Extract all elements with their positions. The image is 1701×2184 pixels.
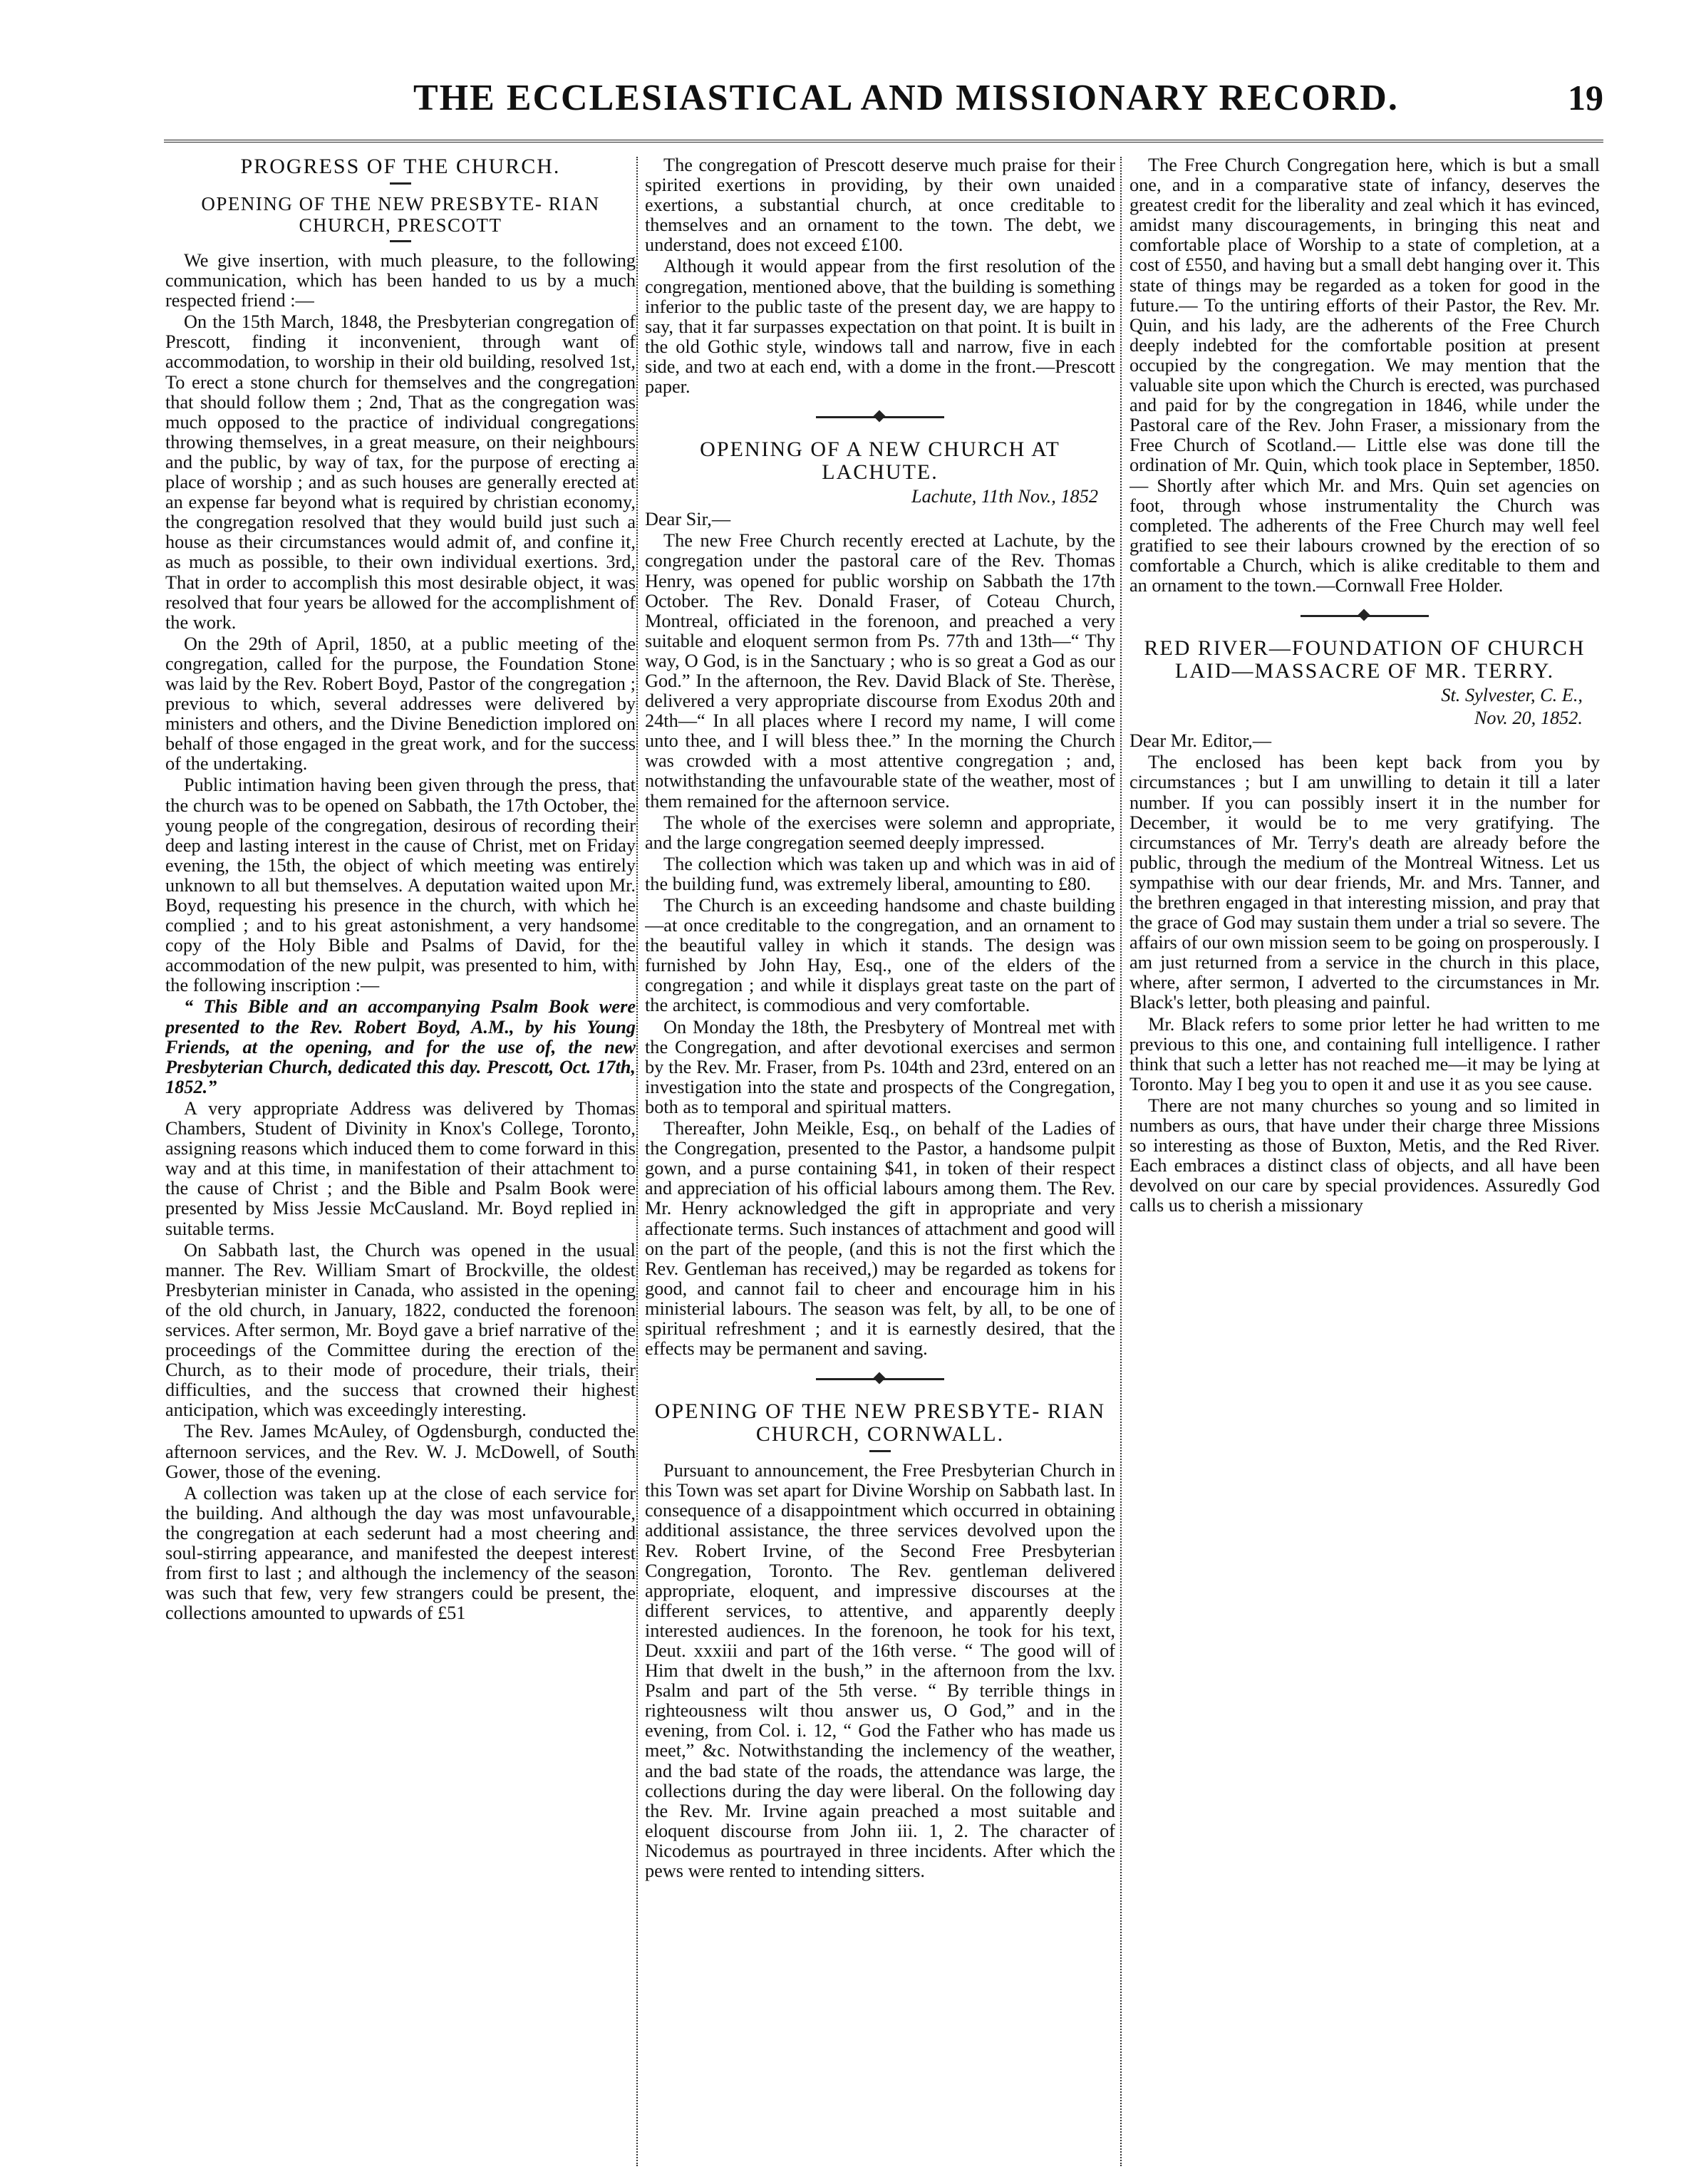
cornwall-paragraph: The Free Church Congregation here, which is but a small one, and in a comparative state of infancy, deserves the greatest credit for the liberality and zeal which it has evinced, amidst many discouragements, in bringing this neat and comfortable place of Worship to a state of completion, at a cost of £550, and having but a small debt hanging over it. This state of things may be regarded as a token for good in the future.— To the untiring efforts of their Pastor, the Rev. Mr. Quin, and his lady, are the adherents of the Free Church deeply indebted for the comfortable position at present occupied by the congregation. We may mention that the valuable site upon which the Church is erected, was purchased and paid for by the congregation in 1846, while under the Pastoral care of the Rev. John Fraser, a missionary from the Free Church of Scotland.— Little else was done till the ordination of Mr. Quin, which took place in September, 1850.— Shortly after which Mr. and Mrs. Quin set agencies on foot, through whose instrumentality the Church was completed. The adherents of the Free Church may well feel gratified to see their labours crowned by the erection of so comfortable a Church, which is alike creditable to them and an ornament to the town.—Cornwall Free Holder. — [1129, 155, 1600, 596]
column-2 — [645, 155, 1115, 2151]
column-1 — [165, 155, 636, 2151]
column-3 — [1129, 155, 1600, 2151]
column-divider-2 — [1120, 157, 1122, 2166]
header-rule — [164, 140, 1603, 143]
red-river-article-title: RED RIVER—FOUNDATION OF CHURCH LAID—MASSACRE OF MR. TERRY. — [1144, 636, 1586, 683]
cornwall-article-title: OPENING OF THE NEW PRESBYTE- RIAN CHURCH, CORNWALL. — [654, 1399, 1106, 1446]
red-river-paragraph: Mr. Black refers to some prior letter he had written to me previous to this one, and containing full intelligence. I rather think that such a letter has not reached me—it may be lying at Toronto. May I beg you to open it and use it as you see cause. — [1129, 1013, 1600, 1094]
prescott-paragraph: A very appropriate Address was delivered by Thomas Chambers, Student of Divinity in Knox's College, Toronto, assigning reasons which induced them to come forward in this way and at this time, in manifestation of their attachment to the cause of Christ ; and the Bible and Psalm Book were presented by Miss Jessie McCausland. Mr. Boyd replied in suitable terms. — [165, 1097, 636, 1239]
lachute-paragraph: The collection which was taken up and which was in aid of the building fund, was extremely liberal, amounting to £80. — [645, 853, 1115, 894]
lachute-salutation: Dear Sir,— — [645, 509, 731, 530]
divider-dash — [390, 240, 411, 242]
publication-title: THE ECCLESIASTICAL AND MISSIONARY RECORD. — [413, 78, 1399, 118]
prescott-paragraph: Public intimation having been given through the press, that the church was to be opened on Sabbath, the 17th October, the young people of the congregation, desirous of recording their deep and lasting interest in the cause of Christ, met on Friday evening, the 15th, the object of which meeting was entirely unknown to all but themselves. A deputation waited upon Mr. Boyd, requesting his presence in the church, with which he complied ; and to his great astonishment, a very handsome copy of the Holy Bible and Psalms of David, for the accommodation of the new pulpit, was presented to him, with the following inscription :— — [165, 775, 636, 996]
red-river-paragraph: The enclosed has been kept back from you by circumstances ; but I am unwilling to detain it till a later number. If you can possibly insert it in the number for December, it would be to me very gratifying. The circumstances of Mr. Terry's death are already before the public, through the medium of the Montreal Witness. Let us sympathise with our dear friends, Mr. and Mrs. Tanner, and the brethren engaged in that interesting mission, and pray that the grace of God may sustain them under a trial so severe. The affairs of our own mission seem to be going on prosperously. I am just returned from a service in the church in this place, where, after sermon, I adverted to the circumstances in Mr. Black's letter, both pleasing and painful. — [1129, 752, 1600, 1013]
section-heading: PROGRESS OF THE CHURCH. — [240, 155, 561, 178]
lachute-paragraph: The whole of the exercises were solemn and appropriate, and the large congregation seemed deeply impressed. — [645, 812, 1115, 853]
prescott-paragraph: On the 29th of April, 1850, at a public meeting of the congregation, called for the purpose, the Foundation Stone was laid by the Rev. Robert Boyd, Pastor of the congregation ; previous to which, several addresses were delivered by ministers and others, and the Divine Benediction implored on behalf of those engaged in the great work, and for the success of the undertaking. — [165, 633, 636, 775]
prescott-paragraph: The Rev. James McAuley, of Ogdensburgh, conducted the afternoon services, and the Rev. W. J. McDowell, of South Gower, those of the evening. — [165, 1421, 636, 1482]
section-ornament — [816, 1373, 944, 1385]
red-river-salutation: Dear Mr. Editor,— — [1129, 730, 1272, 752]
prescott-article-title: OPENING OF THE NEW PRESBYTE- RIAN CHURCH, PRESCOTT — [201, 193, 600, 236]
lachute-paragraph: Thereafter, John Meikle, Esq., on behalf of the Ladies of the Congregation, presented to the Pastor, a handsome pulpit gown, and a purse containing $41, in token of their respect and appreciation of his official labours among them. The Rev. Mr. Henry acknowledged the gift in appropriate and very affectionate terms. Such instances of attachment and good will on the part of the people, (and this is not the first which the Rev. Gentleman has received,) may be regarded as tokens for good, and cannot fail to cheer and encourage him in his ministerial labours. The season was felt, by all, to be one of spiritual refreshment ; and it is earnestly desired, that the effects may be permanent and saving. — [645, 1118, 1115, 1360]
prescott-paragraph: The congregation of Prescott deserve much praise for their spirited exertions in providing, by their own unaided exertions, a substantial church, at once creditable to themselves and an ornament to the town. The debt, we understand, does not exceed £100. — [645, 155, 1115, 256]
divider-dash — [869, 1450, 891, 1452]
prescott-paragraph: A collection was taken up at the close of each service for the building. And although the day was most unfavourable, the congregation at each sederunt had a most cheering and soul-stirring appearance, and manifested the deepest interest from first to last ; and although the inclemency of the season was such that few, very few strangers could be present, the collections amounted to upwards of £51 — [165, 1482, 636, 1624]
section-ornament — [816, 411, 944, 423]
red-river-paragraph: There are not many churches so young and so limited in numbers as ours, that have under their charge three Missions so interesting as those of Buxton, Metis, and the Red River. Each embraces a distinct class of objects, and all have been devolved on our care by special providences. Assuredly God calls us to cherish a missionary — [1129, 1094, 1600, 1216]
lachute-paragraph: The Church is an exceeding handsome and chaste building—at once creditable to the congregation, and an ornament to the beautiful valley in which it stands. The design was furnished by John Hay, Esq., one of the elders of the congregation ; and while it displays great taste on the part of the architect, is commodious and very comfortable. — [645, 895, 1115, 1016]
lachute-paragraph: The new Free Church recently erected at Lachute, by the congregation under the pastoral care of the Rev. Thomas Henry, was opened for public worship on Sabbath the 17th October. The Rev. Donald Fraser, of Coteau Church, Montreal, officiated in the forenoon, and preached a very suitable and eloquent sermon from Ps. 77th and 13th—“ Thy way, O God, is in the Sanctuary ; who is so great a God as our God.” In the afternoon, the Rev. David Black of Ste. Therèse, delivered a very appropriate discourse from Exodus 20th and 24th—“ In all places where I record my name, I will come unto thee, and I will bless thee.” In the morning the Church was crowded with a most attentive congregation ; and, notwithstanding the unfavourable state of the weather, most of them remained for the afternoon service. — [645, 530, 1115, 812]
page-number: 19 — [1568, 78, 1603, 118]
section-ornament — [1301, 610, 1429, 621]
red-river-dateline-place: St. Sylvester, C. E., — [1441, 685, 1583, 706]
column-divider-1 — [636, 157, 638, 2166]
lachute-paragraph: On Monday the 18th, the Presbytery of Montreal met with the Congregation, and after devotional exercises and sermon by the Rev. Mr. Fraser, from Ps. 104th and 23rd, entered on an investigation into the state and prospects of the Congregation, both as to temporal and spiritual matters. — [645, 1016, 1115, 1117]
lachute-article-title: OPENING OF A NEW CHURCH AT LACHUTE. — [700, 438, 1060, 485]
bible-inscription: “ This Bible and an accompanying Psalm Book were presented to the Rev. Robert Boyd, A.M., by his Young Friends, at the opening, and for the use of, the new Presbyterian Church, dedicated this day. Prescott, Oct. 17th, 1852.” — [165, 996, 636, 1097]
lachute-dateline: Lachute, 11th Nov., 1852 — [911, 486, 1098, 507]
prescott-paragraph: Although it would appear from the first resolution of the congregation, mentioned above, that the building is something inferior to the public taste of the present day, we are happy to say, that it far surpasses expectation on that point. It is built in the old Gothic style, windows tall and narrow, five in each side, and two at each end, with a dome in the front.—Prescott paper. — [645, 256, 1115, 398]
cornwall-paragraph: Pursuant to announcement, the Free Presbyterian Church in this Town was set apart for Divine Worship on Sabbath last. In consequence of a disappointment which occurred in obtaining additional assistance, the three services devolved upon the Rev. Robert Irvine, of the Second Free Presbyterian Congregation, Toronto. The Rev. gentleman delivered appropriate, eloquent, and impressive discourses at the different services, to attentive, and apparently deeply interested audiences. In the forenoon, he took for his text, Deut. xxxiii and part of the 16th verse. “ The good will of Him that dwelt in the bush,” in the afternoon from the lxv. Psalm and part of the 5th verse. “ By terrible things in righteousness wilt thou answer us, O God,” and in the evening, from Col. i. 12, “ God the Father who has made us meet,” &c. Notwithstanding the inclemency of the weather, and the bad state of the roads, the attendance was large, the collections during the day were liberal. On the following day the Rev. Mr. Irvine again preached a most suitable and eloquent discourse from John iii. 1, 2. The character of Nicodemus as pourtrayed in three incidents. After which the pews were rented to intending sitters. — [645, 1460, 1115, 1882]
prescott-paragraph: On Sabbath last, the Church was opened in the usual manner. The Rev. William Smart of Brockville, the oldest Presbyterian minister in Canada, who assisted in the opening of the old church, in January, 1822, conducted the forenoon services. After sermon, Mr. Boyd gave a brief narrative of the proceedings of the Committee during the erection of the Church, as to their mode of procedure, their trials, their difficulties, and the success that crowned their highest anticipation, which was exceedingly interesting. — [165, 1239, 636, 1421]
red-river-dateline-date: Nov. 20, 1852. — [1474, 708, 1583, 729]
divider-dash — [390, 182, 411, 185]
prescott-paragraph: On the 15th March, 1848, the Presbyterian congregation of Prescott, finding it inconvenient, through want of accommodation, to worship in their old building, resolved 1st, To erect a stone church for themselves and the congregation that should follow them ; 2nd, That as the congregation was much opposed to the practice of individual congregations throwing themselves, in a great measure, on their neighbours and the public, by way of tax, for the purpose of erecting a place of worship ; and as such houses are generally erected at an expense far beyond what is required by christian economy, the congregation resolved that they would build just such a house as their circumstances would admit of, and confine it, as much as possible, to their own individual exertions. 3rd, That in order to accomplish this most desirable object, it was resolved that four years be allowed for the accomplishment of the work. — [165, 311, 636, 633]
prescott-paragraph: We give insertion, with much pleasure, to the following communication, which has been handed to us by a much respected friend :— — [165, 250, 636, 311]
page-header — [164, 77, 1603, 127]
